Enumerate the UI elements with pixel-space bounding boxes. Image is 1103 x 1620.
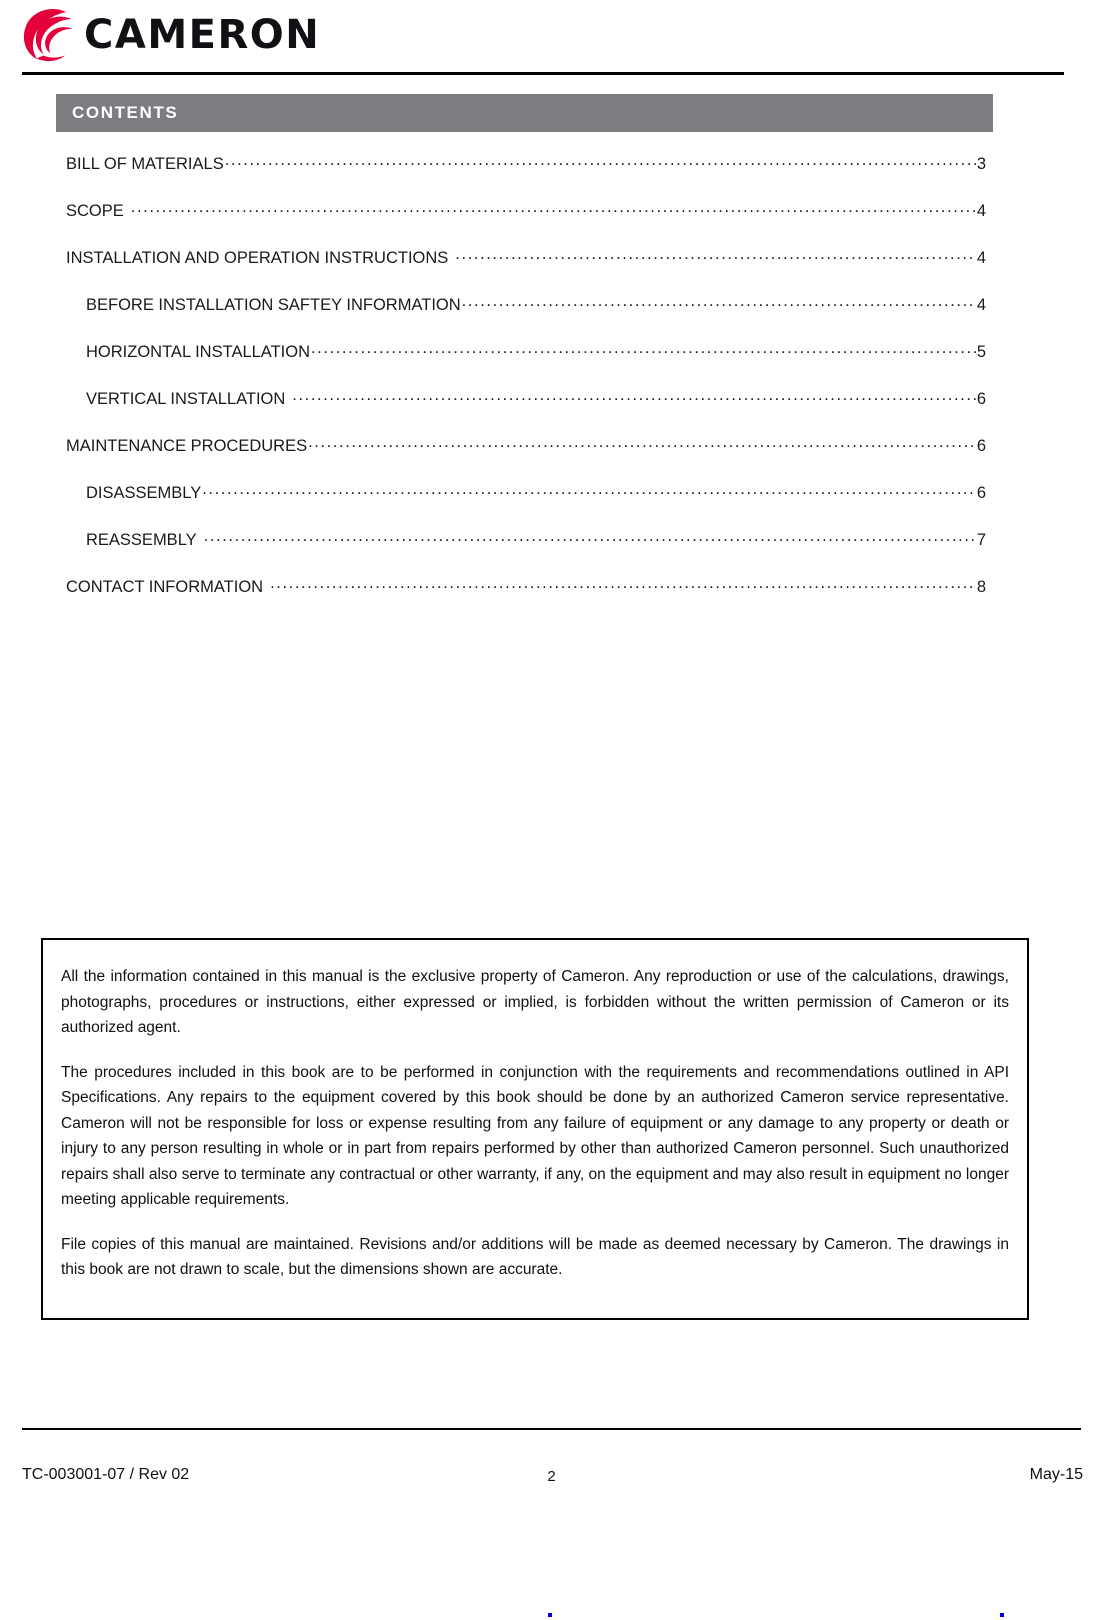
toc-leader-dots: [311, 341, 976, 357]
toc-leader-dots: [270, 576, 976, 592]
toc-entry[interactable]: [66, 576, 986, 623]
toc-entry[interactable]: [66, 388, 986, 435]
toc-entry-page: 6: [976, 437, 986, 455]
toc-entry-page: 4: [976, 202, 986, 220]
toc-entry-title: CONTACT INFORMATION: [66, 578, 264, 596]
contents-section-band: [56, 94, 993, 132]
toc-entry-title: VERTICAL INSTALLATION: [86, 390, 286, 408]
toc-entry-page: 7: [976, 531, 986, 549]
toc-entry[interactable]: [66, 247, 986, 294]
toc-entry-title: DISASSEMBLY: [86, 484, 202, 502]
cameron-swirl-logo-icon: [18, 4, 80, 66]
page-header: [0, 0, 1103, 80]
toc-leader-dots: [225, 153, 976, 169]
toc-leader-dots: [455, 247, 976, 263]
footer-revision-date: May-15: [1029, 1466, 1083, 1483]
footer-divider: [22, 1428, 1081, 1430]
toc-entry[interactable]: [66, 294, 986, 341]
brand-wordmark: CAMERON: [84, 12, 321, 58]
toc-leader-dots: [131, 200, 976, 216]
toc-entry-title: HORIZONTAL INSTALLATION: [86, 343, 310, 361]
toc-entry-page: 3: [976, 155, 986, 173]
toc-entry[interactable]: [66, 435, 986, 482]
toc-leader-dots: [292, 388, 976, 404]
toc-entry[interactable]: [66, 529, 986, 576]
scan-artifact-mark: [548, 1613, 552, 1617]
page-footer: [0, 1438, 1103, 1488]
toc-leader-dots: [202, 482, 976, 498]
toc-entry-title: BILL OF MATERIALS: [66, 155, 224, 173]
toc-entry-page: 4: [976, 249, 986, 267]
disclaimer-paragraph: The procedures included in this book are to be performed in conjunction with the requirements and recommendations outlined in API Specifications. Any repairs to the equipment covered by this book should be done by an authorized Cameron service representative. Cameron will not be responsible for loss or expense resulting from any failure of equipment or any damage to any property or death or injury to any person resulting in whole or in part from repairs performed by other than authorized Cameron personnel. Such unauthorized repairs shall also serve to terminate any contractual or other warranty, if any, on the equipment and may also result in equipment no longer meeting applicable requirements.: [61, 1063, 1010, 1208]
cameron-logo: [18, 4, 320, 66]
toc-leader-dots: [204, 529, 976, 545]
footer-document-number: TC-003001-07 / Rev 02: [22, 1466, 190, 1483]
toc-entry-page: 6: [976, 390, 986, 408]
toc-entry-page: 6: [976, 484, 986, 502]
toc-entry[interactable]: [66, 341, 986, 388]
toc-entry-title: MAINTENANCE PROCEDURES: [66, 437, 308, 455]
toc-entry-title: INSTALLATION AND OPERATION INSTRUCTIONS: [66, 249, 449, 267]
toc-entry-page: 4: [976, 296, 986, 314]
toc-entry-page: 8: [976, 578, 986, 596]
disclaimer-box: [41, 938, 1029, 1320]
disclaimer-content: [43, 940, 1027, 1283]
disclaimer-paragraph: All the information contained in this manual is the exclusive property of Cameron. Any reproduction or use of the calculations, drawings, photographs, procedures or instructions, either expressed or implied, is forbidden without the written permission of Cameron or its authorized agent.: [61, 968, 1009, 1036]
toc-entry-title: SCOPE: [66, 202, 124, 220]
toc-entry-page: 5: [976, 343, 986, 361]
toc-entry-title: BEFORE INSTALLATION SAFTEY INFORMATION: [86, 296, 461, 314]
table-of-contents: [66, 153, 986, 623]
toc-entry[interactable]: [66, 153, 986, 200]
toc-entry-title: REASSEMBLY: [86, 531, 197, 549]
contents-heading: CONTENTS: [72, 103, 179, 122]
toc-leader-dots: [462, 294, 976, 310]
footer-page-number: 2: [547, 1468, 556, 1485]
toc-entry[interactable]: [66, 482, 986, 529]
header-divider: [22, 72, 1064, 75]
toc-entry[interactable]: [66, 200, 986, 247]
toc-leader-dots: [308, 435, 976, 451]
scan-artifact-mark: [1000, 1613, 1004, 1617]
disclaimer-paragraph: File copies of this manual are maintained. Revisions and/or additions will be made as deemed necessary by Cameron. The drawings in this book are not drawn to scale, but the dimensions shown are accurate.: [61, 1235, 1009, 1278]
